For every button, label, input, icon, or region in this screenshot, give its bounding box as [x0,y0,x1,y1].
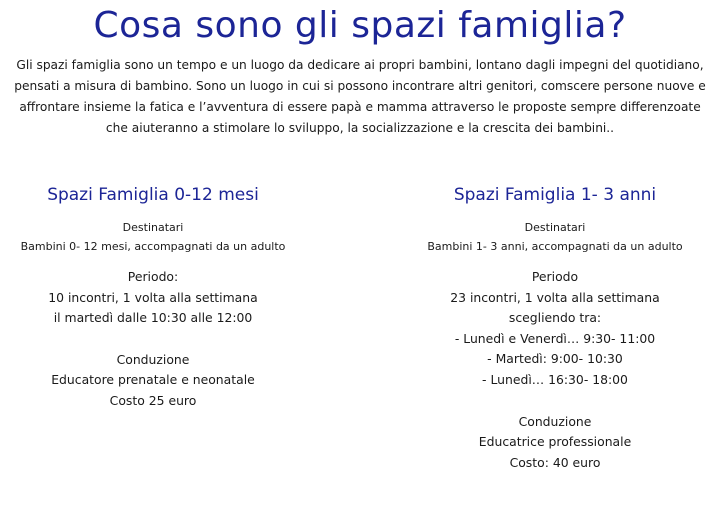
left-conduzione-label: Conduzione [116,351,190,367]
left-cost: Costo 25 euro [109,392,197,408]
right-periodo-line-2: scegliendo tra: [508,310,602,326]
right-option-1: - Lunedì e Venerdì… 9:30- 11:00 [454,330,656,346]
intro-paragraph: Gli spazi famiglia sono un tempo e un luogo da dedicare ai propri bambini, lontano dagli impegni del quotidiano, pensati a misura di bambino. Sono un luogo in cui si possono incontrare altri genitori, comscere persone nuove e affrontare insieme la fatica e l’avventura di essere papà e mamma attraverso le proposte sempre differenzoate che aiuteranno a stimolare lo sviluppo, la socializzazione e la crescita dei bambini.. [14,58,706,135]
right-conduzione-label: Conduzione [518,413,592,429]
right-option-3: - Lunedì… 16:30- 18:00 [482,371,628,387]
right-destinatari-label: Destinatari [524,221,586,234]
page-title: Cosa sono gli spazi famiglia? [93,5,627,46]
left-destinatari-label: Destinatari [122,221,184,234]
right-option-2: - Martedì: 9:00- 10:30 [487,351,623,367]
right-periodo-label: Periodo [531,269,579,284]
left-conduzione-value: Educatore prenatale e neonatale [51,372,255,388]
left-destinatari-value: Bambini 0- 12 mesi, accompagnati da un adulto [20,240,286,253]
right-conduzione-value: Educatrice professionale [478,434,632,450]
left-periodo-line-2: il martedì dalle 10:30 alle 12:00 [53,310,253,326]
right-cost: Costo: 40 euro [509,454,601,470]
left-periodo-line-1: 10 incontri, 1 volta alla settimana [48,289,258,305]
column-0-12-mesi [0,182,306,412]
column-1-3-anni [390,182,720,473]
right-heading: Spazi Famiglia 1- 3 anni [453,185,657,205]
right-periodo-line-1: 23 incontri, 1 volta alla settimana [450,289,660,305]
left-periodo-label: Periodo: [127,269,179,284]
left-heading: Spazi Famiglia 0-12 mesi [47,185,259,205]
right-destinatari-value: Bambini 1- 3 anni, accompagnati da un adulto [427,240,683,253]
